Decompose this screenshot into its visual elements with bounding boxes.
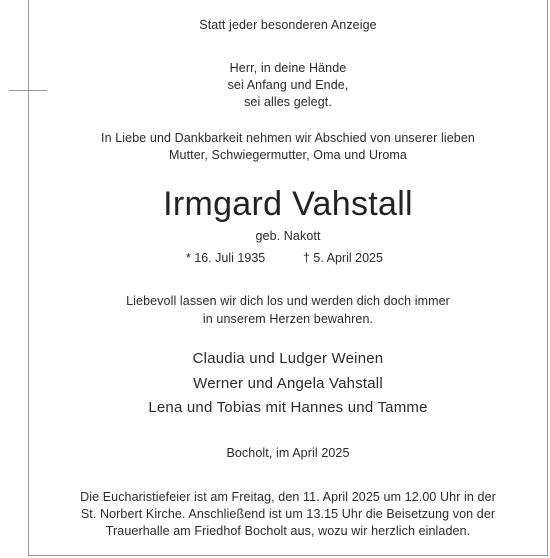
mourner-line: Lena und Tobias mit Hannes und Tamme <box>148 399 428 416</box>
notice-header: Statt jeder besonderen Anzeige <box>199 18 377 32</box>
mourner-line: Werner und Angela Vahstall <box>193 375 383 392</box>
birth-date: * 16. Juli 1935 <box>186 251 266 265</box>
deceased-name: Irmgard Vahstall <box>163 185 413 223</box>
death-date: † 5. April 2025 <box>303 251 383 265</box>
intro-line: Mutter, Schwiegermutter, Oma und Uroma <box>169 148 407 162</box>
service-line: Trauerhalle am Friedhof Bocholt aus, wozu wir herzlich einladen. <box>105 524 471 538</box>
verse-line: sei alles gelegt. <box>244 95 332 109</box>
farewell-line: Liebevoll lassen wir dich los und werden dich doch immer <box>126 294 450 308</box>
service-line: Die Eucharistiefeier ist am Freitag, den 11. April 2025 um 12.00 Uhr in der <box>80 490 496 504</box>
maiden-name: geb. Nakott <box>255 229 321 243</box>
farewell-line: in unserem Herzen bewahren. <box>202 312 374 326</box>
verse-line: sei Anfang und Ende, <box>227 78 349 92</box>
place-date: Bocholt, im April 2025 <box>226 446 350 460</box>
service-line: St. Norbert Kirche. Anschließend ist um 13.15 Uhr die Beisetzung von der <box>80 507 496 521</box>
mourner-line: Claudia und Ludger Weinen <box>192 350 384 367</box>
intro-line: In Liebe und Dankbarkeit nehmen wir Abschied von unserer lieben <box>101 131 475 145</box>
verse-line: Herr, in deine Hände <box>229 61 347 75</box>
